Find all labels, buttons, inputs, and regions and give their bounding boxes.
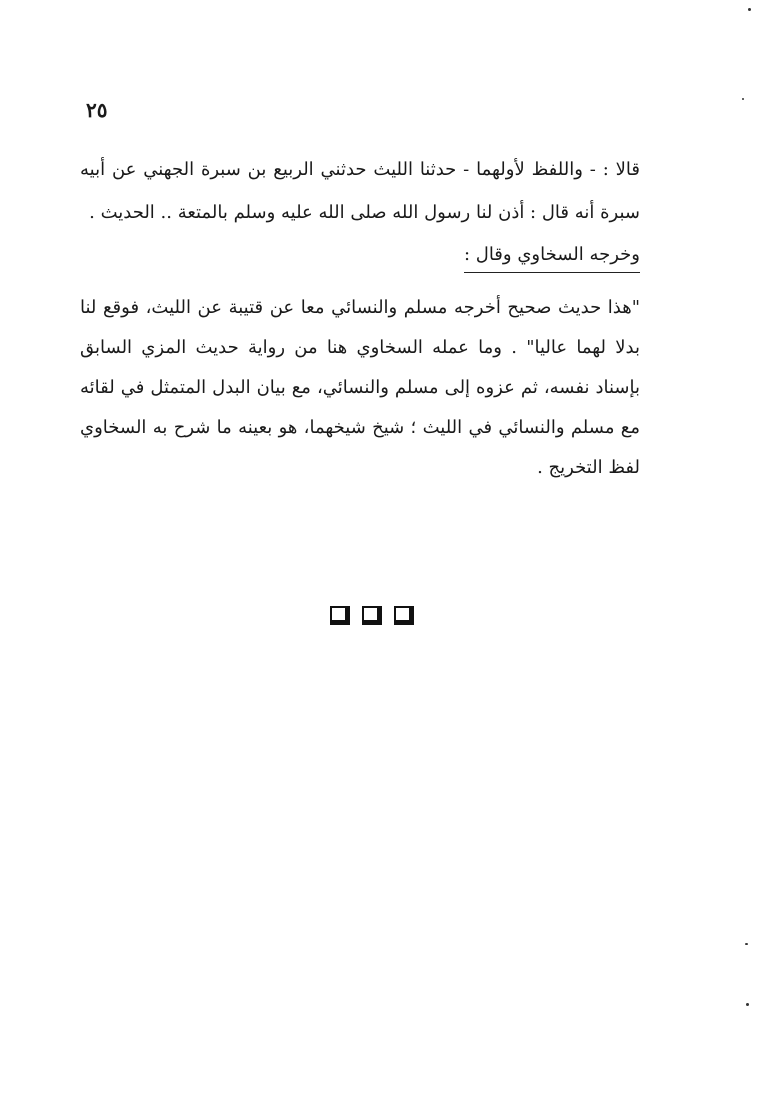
- paragraph-1: [80, 148, 640, 234]
- ornament-square-icon: [394, 606, 414, 625]
- paragraph-1-text: قالا : - واللفظ لأولهما - حدثنا الليث حدثني الربيع بن سبرة الجهني عن أبيه سبرة أنه قال : أذن لنا رسول الله صلى الله عليه وسلم بالمتعة .. الحديث .: [80, 159, 640, 223]
- ornament-square-icon: [362, 606, 382, 625]
- section-end-ornament: [330, 606, 414, 625]
- scan-speck: [746, 1003, 749, 1006]
- page-number: ٢٥: [86, 98, 108, 122]
- section-heading: وخرجه السخاوي وقال :: [464, 240, 640, 273]
- scan-speck: [745, 943, 748, 945]
- scan-speck: [742, 98, 744, 100]
- ornament-square-icon: [330, 606, 350, 625]
- paragraph-2-text: "هذا حديث صحيح أخرجه مسلم والنسائي معا عن قتيبة عن الليث، فوقع لنا بدلا لهما عاليا" . وما عمله السخاوي هنا من رواية حديث المزي السابق بإسناد نفسه، ثم عزوه إلى مسلم والنسائي، مع بيان البدل المتمثل في لقائه مع مسلم والنسائي في الليث ؛ شيخ شيخهما، هو بعينه ما شرح به السخاوي لفظ التخريج .: [80, 297, 640, 478]
- scan-speck: [748, 8, 751, 11]
- paragraph-2: [80, 288, 640, 488]
